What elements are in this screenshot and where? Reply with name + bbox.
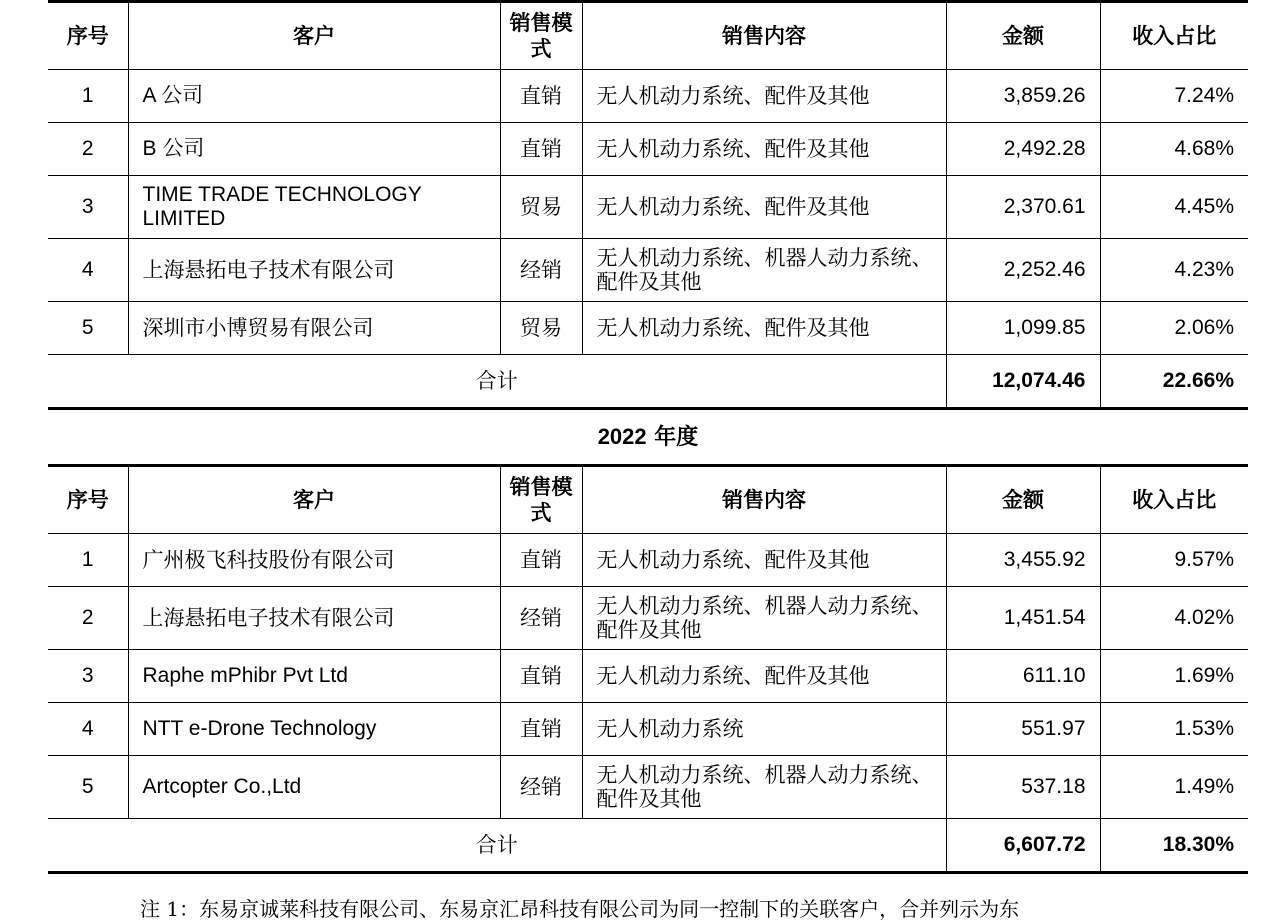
row-mode: 直销 xyxy=(500,70,582,123)
table-row xyxy=(48,302,1248,355)
row-mode: 直销 xyxy=(500,703,582,756)
row-ratio: 1.49% xyxy=(1100,756,1248,819)
row-ratio: 1.69% xyxy=(1100,650,1248,703)
row-mode: 直销 xyxy=(500,534,582,587)
total-ratio: 18.30% xyxy=(1100,819,1248,873)
row-no: 2 xyxy=(48,587,128,650)
row-customer: B 公司 xyxy=(128,123,500,176)
row-ratio: 4.45% xyxy=(1100,176,1248,239)
table-header-row xyxy=(48,466,1248,534)
row-amount: 2,492.28 xyxy=(946,123,1100,176)
row-content: 无人机动力系统、配件及其他 xyxy=(582,534,946,587)
table-row xyxy=(48,650,1248,703)
row-mode: 经销 xyxy=(500,587,582,650)
total-label: 合计 xyxy=(48,819,946,873)
table-row xyxy=(48,703,1248,756)
row-content: 无人机动力系统、机器人动力系统、配件及其他 xyxy=(582,756,946,819)
row-amount: 3,455.92 xyxy=(946,534,1100,587)
row-ratio: 4.23% xyxy=(1100,239,1248,302)
header-customer: 客户 xyxy=(128,2,500,70)
row-ratio: 2.06% xyxy=(1100,302,1248,355)
row-customer: 上海悬拓电子技术有限公司 xyxy=(128,239,500,302)
row-amount: 1,099.85 xyxy=(946,302,1100,355)
row-no: 5 xyxy=(48,302,128,355)
table-row xyxy=(48,239,1248,302)
row-customer: NTT e-Drone Technology xyxy=(128,703,500,756)
total-label: 合计 xyxy=(48,355,946,409)
row-amount: 2,370.61 xyxy=(946,176,1100,239)
table-row xyxy=(48,70,1248,123)
total-ratio: 22.66% xyxy=(1100,355,1248,409)
header-ratio: 收入占比 xyxy=(1100,466,1248,534)
year-number: 2022 xyxy=(597,424,647,449)
row-amount: 611.10 xyxy=(946,650,1100,703)
row-customer: 广州极飞科技股份有限公司 xyxy=(128,534,500,587)
row-no: 1 xyxy=(48,534,128,587)
row-customer: A 公司 xyxy=(128,70,500,123)
header-mode: 销售模式 xyxy=(500,466,582,534)
header-ratio: 收入占比 xyxy=(1100,2,1248,70)
customer-table-2 xyxy=(48,464,1248,874)
header-mode: 销售模式 xyxy=(500,2,582,70)
header-amount: 金额 xyxy=(946,2,1100,70)
row-ratio: 9.57% xyxy=(1100,534,1248,587)
row-no: 4 xyxy=(48,703,128,756)
row-customer: 深圳市小博贸易有限公司 xyxy=(128,302,500,355)
table-row xyxy=(48,176,1248,239)
document xyxy=(48,0,1248,874)
row-content: 无人机动力系统、配件及其他 xyxy=(582,176,946,239)
table-row xyxy=(48,756,1248,819)
row-mode: 贸易 xyxy=(500,176,582,239)
row-mode: 经销 xyxy=(500,239,582,302)
year-suffix: 年度 xyxy=(646,424,699,450)
header-content: 销售内容 xyxy=(582,466,946,534)
row-amount: 1,451.54 xyxy=(946,587,1100,650)
header-no: 序号 xyxy=(48,2,128,70)
row-content: 无人机动力系统、配件及其他 xyxy=(582,650,946,703)
row-content: 无人机动力系统、机器人动力系统、配件及其他 xyxy=(582,587,946,650)
customer-table-1 xyxy=(48,0,1248,410)
row-customer: 上海悬拓电子技术有限公司 xyxy=(128,587,500,650)
total-row xyxy=(48,355,1248,409)
total-row xyxy=(48,819,1248,873)
row-content: 无人机动力系统、配件及其他 xyxy=(582,70,946,123)
row-customer: TIME TRADE TECHNOLOGY LIMITED xyxy=(128,176,500,239)
row-customer: Raphe mPhibr Pvt Ltd xyxy=(128,650,500,703)
row-amount: 537.18 xyxy=(946,756,1100,819)
header-amount: 金额 xyxy=(946,466,1100,534)
row-no: 3 xyxy=(48,176,128,239)
row-ratio: 4.02% xyxy=(1100,587,1248,650)
row-amount: 2,252.46 xyxy=(946,239,1100,302)
row-no: 2 xyxy=(48,123,128,176)
table-row xyxy=(48,123,1248,176)
row-mode: 直销 xyxy=(500,123,582,176)
year-caption xyxy=(48,410,1248,464)
row-content: 无人机动力系统 xyxy=(582,703,946,756)
row-ratio: 7.24% xyxy=(1100,70,1248,123)
row-content: 无人机动力系统、机器人动力系统、配件及其他 xyxy=(582,239,946,302)
row-ratio: 1.53% xyxy=(1100,703,1248,756)
row-amount: 551.97 xyxy=(946,703,1100,756)
header-no: 序号 xyxy=(48,466,128,534)
row-content: 无人机动力系统、配件及其他 xyxy=(582,123,946,176)
row-mode: 直销 xyxy=(500,650,582,703)
row-no: 3 xyxy=(48,650,128,703)
table-row xyxy=(48,587,1248,650)
total-amount: 12,074.46 xyxy=(946,355,1100,409)
footnote: 注 1：东易京诚莱科技有限公司、东易京汇昂科技有限公司为同一控制下的关联客户，合并列示为东 xyxy=(140,897,1020,921)
header-customer: 客户 xyxy=(128,466,500,534)
row-no: 4 xyxy=(48,239,128,302)
header-content: 销售内容 xyxy=(582,2,946,70)
row-customer: Artcopter Co.,Ltd xyxy=(128,756,500,819)
row-content: 无人机动力系统、配件及其他 xyxy=(582,302,946,355)
row-ratio: 4.68% xyxy=(1100,123,1248,176)
total-amount: 6,607.72 xyxy=(946,819,1100,873)
row-mode: 经销 xyxy=(500,756,582,819)
row-no: 5 xyxy=(48,756,128,819)
table-header-row xyxy=(48,2,1248,70)
table-row xyxy=(48,534,1248,587)
row-no: 1 xyxy=(48,70,128,123)
row-mode: 贸易 xyxy=(500,302,582,355)
row-amount: 3,859.26 xyxy=(946,70,1100,123)
